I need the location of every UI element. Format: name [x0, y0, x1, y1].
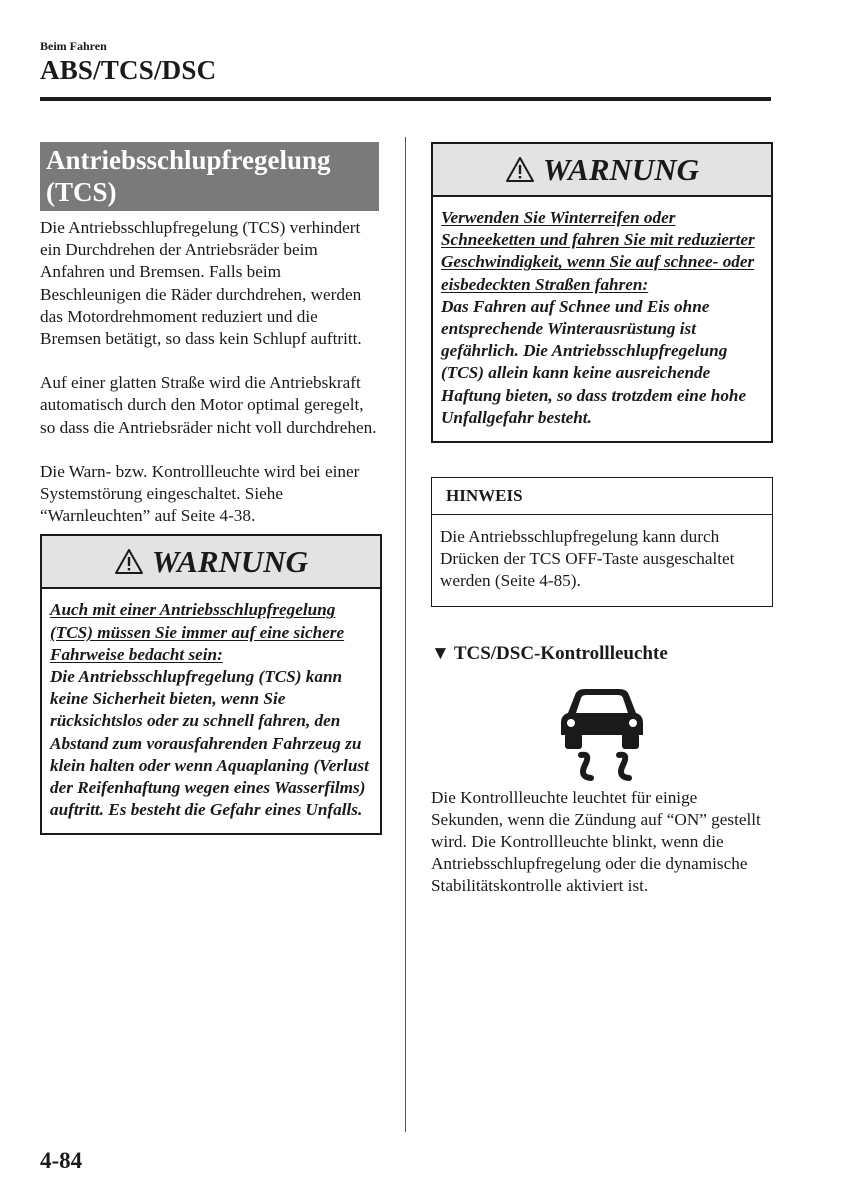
warning-title: WARNUNG	[542, 151, 700, 187]
running-head: Beim Fahren	[40, 39, 107, 53]
note-box	[431, 477, 773, 607]
page-title: ABS/TCS/DSC	[40, 55, 217, 85]
subsection-heading	[431, 643, 773, 665]
indicator-icon-wrap	[557, 683, 647, 783]
column-divider	[405, 137, 406, 1132]
page-number: 4-84	[40, 1148, 83, 1173]
warning-text: Das Fahren auf Schnee und Eis ohne entsprechende Winterausrüstung ist gefährlich. Die Antriebsschlupfregelung (TCS) allein kann keine ausreichende Haftung bieten, so dass trotzdem eine hohe Unfallgefahr besteht.	[441, 296, 747, 427]
warning-box	[40, 534, 382, 835]
note-text: Die Antriebsschlupfregelung kann durch Drücken der TCS OFF-Taste ausgeschaltet werden (Seite 4-85).	[440, 527, 735, 591]
triangle-bullet-icon: ▼	[431, 642, 450, 664]
section-heading: Antriebsschlupfregelung (TCS)	[40, 142, 379, 211]
warning-title: WARNUNG	[151, 543, 309, 579]
subsection-heading-text: TCS/DSC-Kontrollleuchte	[453, 642, 668, 664]
left-column	[40, 142, 382, 835]
warning-triangle-icon	[114, 548, 144, 575]
warning-body	[433, 197, 771, 441]
warning-body	[42, 589, 380, 833]
right-column	[431, 142, 773, 898]
warning-box	[431, 142, 773, 443]
warning-header	[433, 144, 771, 197]
intro-paragraph: Die Antriebsschlupfregelung (TCS) verhindert ein Durchdrehen der Antriebsräder beim Anfahren und Bremsen. Falls beim Beschleunigen die Räder durchdrehen, werden das Motordrehmoment reduziert und die Bremsen betätigt, so dass kein Schlupf auftritt.	[40, 218, 362, 349]
warning-underlined-text: Verwenden Sie Winterreifen oder Schneeketten und fahren Sie mit reduzierter Geschwindigkeit, wenn Sie auf schnee- oder eisbedeckten Straßen fahren:	[441, 208, 755, 294]
warning-triangle-icon	[505, 156, 535, 183]
header-rule	[40, 97, 771, 101]
warning-header	[42, 536, 380, 589]
indicator-paragraph: Die Kontrollleuchte leuchtet für einige Sekunden, wenn die Zündung auf “ON” gestellt wird. Die Kontrollleuchte blinkt, wenn die Antriebsschlupfregelung oder die dynamische Stabilitätskontrolle aktiviert ist.	[431, 787, 761, 896]
note-title: HINWEIS	[432, 478, 772, 515]
skidding-car-icon	[557, 683, 647, 783]
warning-text: Die Antriebsschlupfregelung (TCS) kann keine Sicherheit bieten, wenn Sie rücksichtslos oder zu schnell fahren, den Abstand zum vorausfahrenden Fahrzeug zu klein halten oder wenn Aquaplaning (Verlust der Reifenhaftung wegen eines Wasserfilms) auftritt. Es besteht die Gefahr eines Unfalls.	[50, 667, 369, 820]
slippery-road-paragraph: Auf einer glatten Straße wird die Antriebskraft automatisch durch den Motor optimal geregelt, so dass die Antriebsräder nicht voll durchdrehen.	[40, 373, 377, 437]
warning-underlined-text: Auch mit einer Antriebsschlupfregelung (TCS) müssen Sie immer auf eine sichere Fahrweise bedacht sein:	[50, 600, 345, 664]
warning-light-paragraph: Die Warn- bzw. Kontrollleuchte wird bei einer Systemstörung eingeschaltet. Siehe “Warnleuchten” auf Seite 4-38.	[40, 461, 360, 526]
